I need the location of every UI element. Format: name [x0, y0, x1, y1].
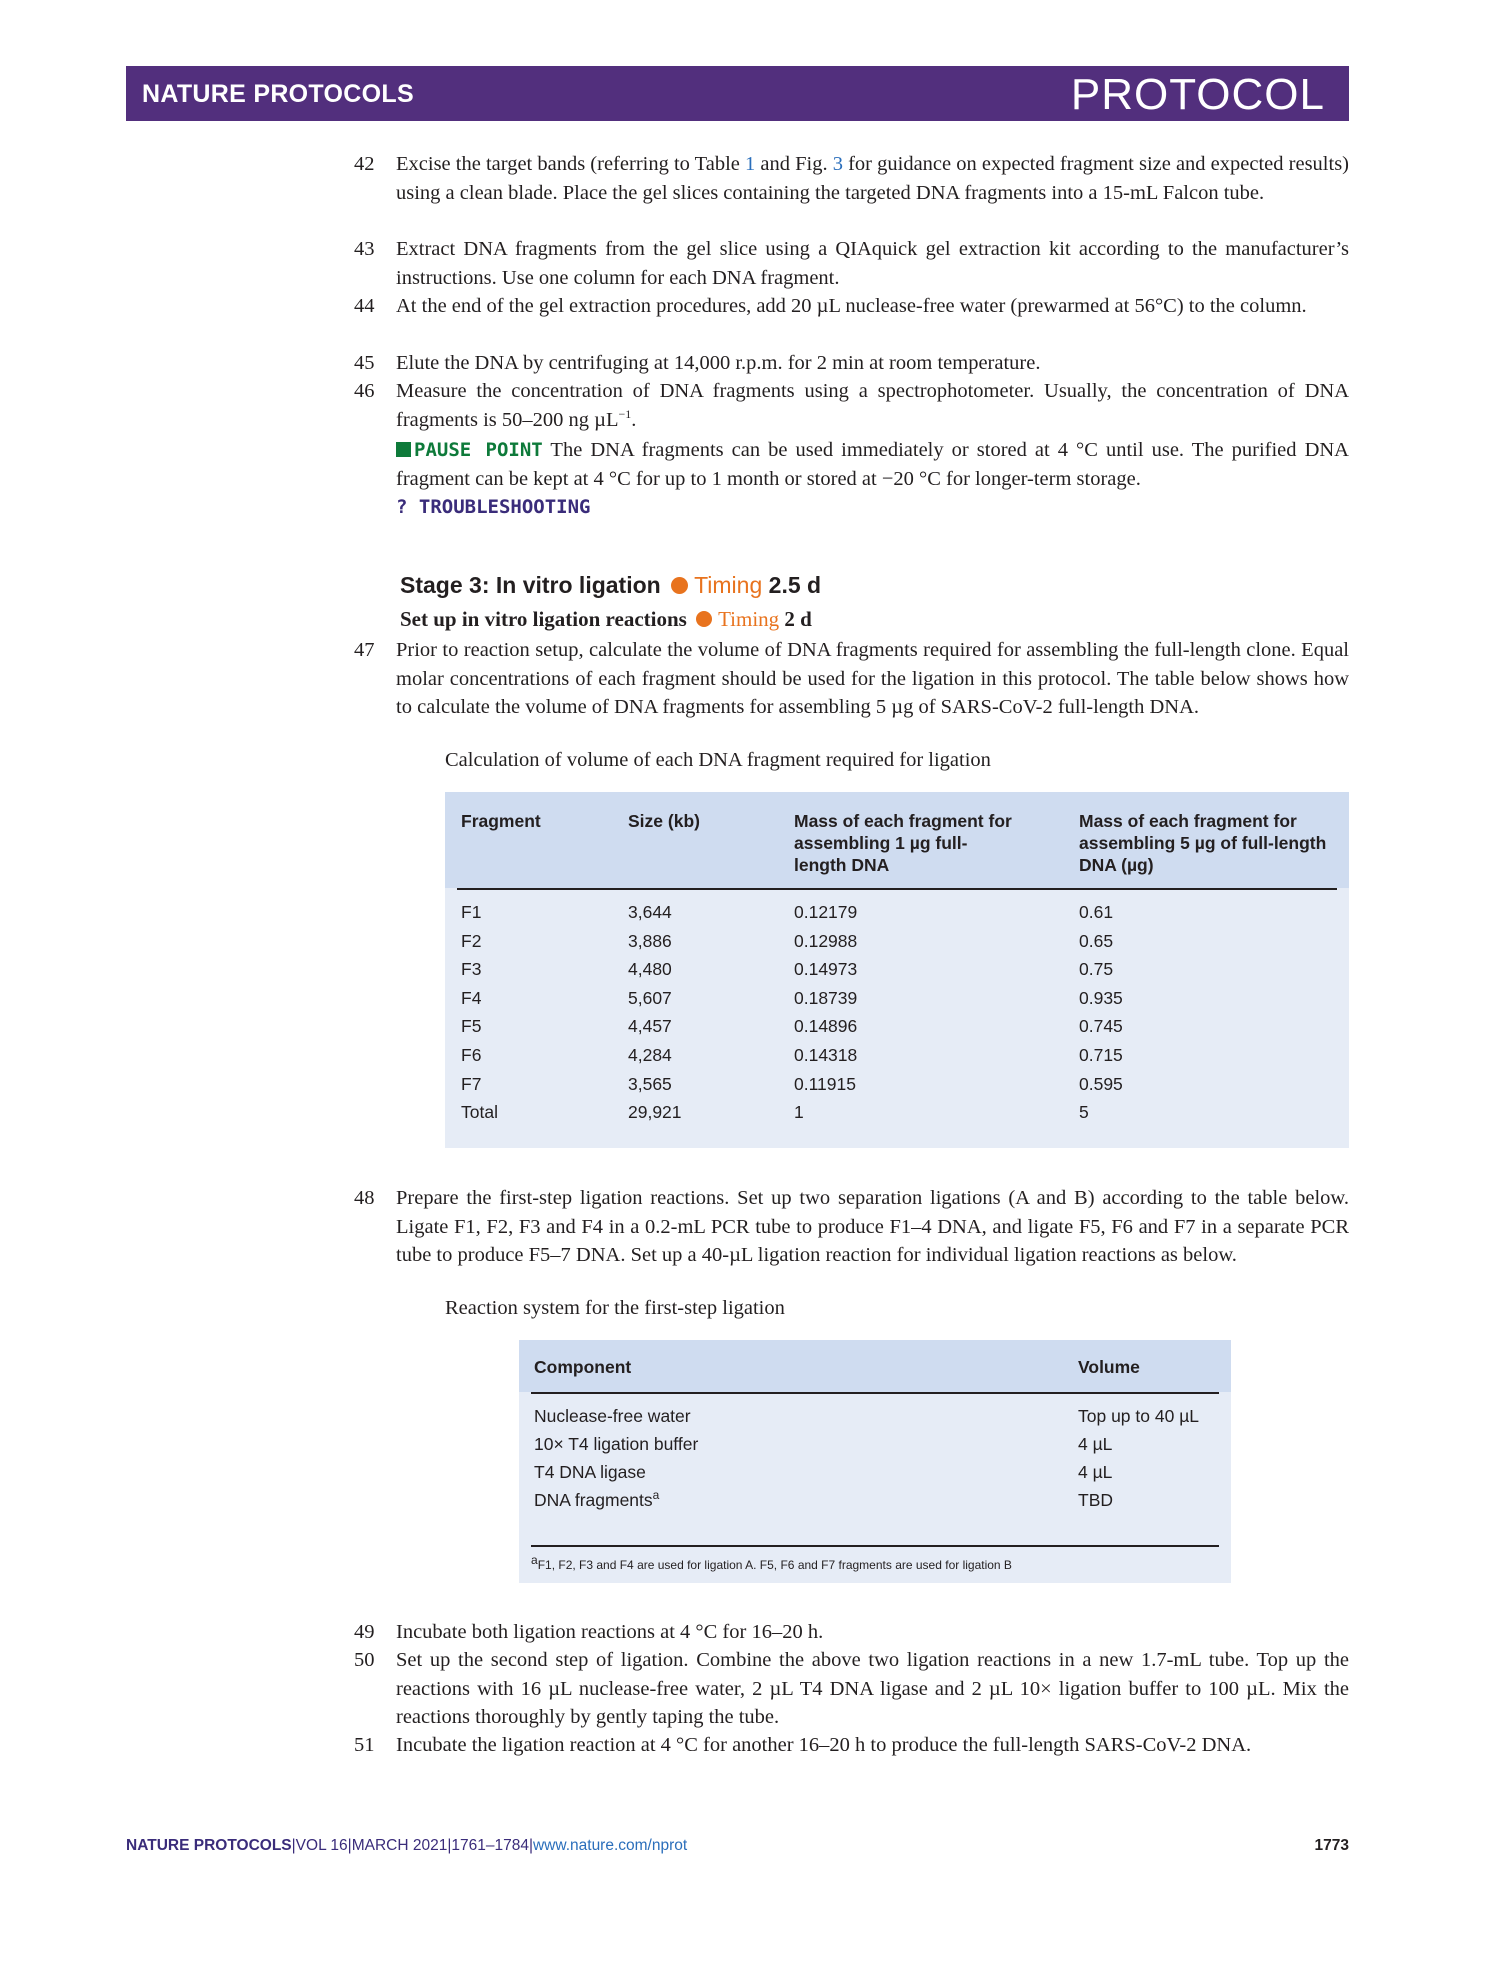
pause-point-text: The DNA fragments can be used immediately or stored at 4 °C until use. The purified DNA fragment can be kept at 4 °C for up to 1 month or stored at −20 °C for longer-term storage.	[396, 439, 1349, 490]
step-text: Elute the DNA by centrifuging at 14,000 r.p.m. for 2 min at room temperature.	[396, 352, 1041, 374]
table-cell: 0.12988	[794, 930, 858, 951]
table-cell: 1	[794, 1102, 804, 1123]
table-cell: 29,921	[628, 1102, 682, 1123]
column-header: Component	[534, 1357, 632, 1377]
header-rule	[531, 1392, 1219, 1394]
table-cell: TBD	[1078, 1490, 1113, 1510]
timing-value: 2.5 d	[768, 572, 822, 598]
step-text: Set up the second step of ligation. Combine the above two ligation reactions in a new 1.7-mL tube. Top up the reactions with 16 µL nuclease-free water, 2 µL T4 DNA ligase and 2 µL 10× ligation buffer to 100 µL. Mix the reactions thoroughly by gently taping the tube.	[396, 1649, 1349, 1728]
table-cell: 0.18739	[794, 987, 858, 1008]
step-43	[354, 235, 1349, 292]
figure-3-link[interactable]: 3	[832, 153, 843, 175]
table-cell: 4 µL	[1078, 1462, 1113, 1482]
table-cell: 0.745	[1079, 1016, 1123, 1037]
header-rule	[457, 888, 1337, 890]
table-cell: 5	[1079, 1102, 1089, 1123]
step-number: 43	[354, 238, 375, 260]
step-number: 46	[354, 380, 375, 402]
pause-point-label: PAUSE POINT	[414, 439, 543, 461]
table-1-caption: Calculation of volume of each DNA fragment required for ligation	[445, 749, 991, 771]
column-header: Fragment	[461, 811, 541, 831]
table-cell: 0.14973	[794, 959, 858, 980]
footnote-marker: a	[652, 1488, 660, 1503]
table-cell: 4,284	[628, 1045, 672, 1065]
table-cell: 0.75	[1079, 959, 1114, 980]
step-text: Incubate the ligation reaction at 4 °C for another 16–20 h to produce the full-length SARS-CoV-2 DNA.	[396, 1734, 1252, 1756]
step-text: Extract DNA fragments from the gel slice using a QIAquick gel extraction kit according to the manufacturer’s instructions. Use one column for each DNA fragment.	[396, 238, 1349, 289]
table-footnote: $^a$F1, F2, F3 and F4 are used for ligation A. F5, F6 and F7 fragments are used for ligation B	[531, 1553, 1012, 1572]
journal-name: NATURE PROTOCOLS	[142, 80, 414, 108]
table-cell: 4,457	[628, 1016, 672, 1037]
footer-date: MARCH 2021	[351, 1837, 448, 1854]
stage-title: Stage 3: In vitro ligation	[400, 572, 661, 598]
pause-point	[396, 436, 1349, 493]
step-46	[354, 377, 1349, 522]
step-50	[354, 1646, 1349, 1732]
footer-journal: NATURE PROTOCOLS	[126, 1837, 292, 1854]
step-47	[354, 636, 1349, 722]
table-cell: 5,607	[628, 987, 672, 1008]
table-cell: 4 µL	[1078, 1434, 1113, 1454]
column-header: Mass of each fragment for assembling 1 µg full-length DNA	[794, 811, 1012, 875]
table-cell: Top up to 40 µL	[1078, 1406, 1200, 1426]
fragment-calculation-table	[445, 792, 1349, 1148]
table-cell: 3,644	[628, 902, 672, 922]
table-cell: 0.715	[1079, 1045, 1123, 1065]
footer-pages: 1761–1784	[451, 1837, 529, 1854]
page-footer: NATURE PROTOCOLS|VOL 16|MARCH 2021|1761–1784|www.nature.com/nprot	[126, 1837, 688, 1854]
table-1-link[interactable]: 1	[745, 153, 756, 175]
table-cell: 0.14318	[794, 1045, 858, 1065]
step-number: 51	[354, 1734, 375, 1756]
page-number: 1773	[1314, 1837, 1349, 1854]
step-number: 45	[354, 352, 375, 374]
reaction-system-table	[519, 1340, 1231, 1583]
table-cell: F1	[461, 902, 482, 922]
substage-heading	[400, 607, 812, 632]
table-cell: Total	[461, 1102, 498, 1123]
step-42	[354, 150, 1349, 207]
step-number: 48	[354, 1187, 375, 1209]
table-cell: F3	[461, 959, 482, 980]
table-cell: 3,565	[628, 1073, 672, 1094]
table-cell: Nuclease-free water	[534, 1406, 691, 1426]
table-cell: F6	[461, 1045, 482, 1065]
step-number: 50	[354, 1649, 375, 1671]
step-49	[354, 1618, 1349, 1647]
step-text: Measure the concentration of DNA fragments using a spectrophotometer. Usually, the concentration of DNA fragments is 50–200 ng µL$^{-1}$.	[396, 380, 1349, 431]
table-cell: 0.595	[1079, 1073, 1123, 1094]
stage-heading	[400, 572, 821, 599]
table-cell: 3,886	[628, 930, 672, 951]
table-cell: 0.61	[1079, 902, 1114, 922]
table-cell: DNA fragments$^a$	[534, 1488, 660, 1510]
step-45	[354, 349, 1349, 378]
table-cell: 0.11915	[794, 1073, 856, 1094]
table-cell: 0.12179	[794, 902, 858, 922]
column-header: Volume	[1078, 1357, 1140, 1377]
table-cell: F2	[461, 930, 482, 951]
step-text: Incubate both ligation reactions at 4 °C for 16–20 h.	[396, 1621, 824, 1643]
table-2-caption: Reaction system for the first-step ligation	[445, 1297, 785, 1319]
table-cell: F5	[461, 1016, 482, 1037]
troubleshooting-link[interactable]: ? TROUBLESHOOTING	[396, 496, 591, 518]
step-number: 47	[354, 639, 375, 661]
step-number: 44	[354, 295, 375, 317]
substage-title: Set up in vitro ligation reactions	[400, 607, 687, 631]
step-51	[354, 1731, 1349, 1760]
step-text: Excise the target bands (referring to Table 1 and Fig. 3 for guidance on expected fragment size and expected results) using a clean blade. Place the gel slices containing the targeted DNA fragments into a 15-mL Falcon tube.	[396, 153, 1349, 204]
step-number: 49	[354, 1621, 375, 1643]
column-header: Size (kb)	[628, 811, 700, 831]
table-cell: T4 DNA ligase	[534, 1462, 646, 1482]
column-header: Mass of each fragment for assembling 5 µg of full-length DNA (µg)	[1079, 811, 1327, 875]
step-number: 42	[354, 153, 375, 175]
table-cell: 0.935	[1079, 987, 1123, 1008]
article-type: PROTOCOL	[1070, 70, 1325, 119]
pause-square-icon	[396, 442, 411, 457]
step-text: Prepare the first-step ligation reactions. Set up two separation ligations (A and B) according to the table below. Ligate F1, F2, F3 and F4 in a 0.2-mL PCR tube to produce F1–4 DNA, and ligate F5, F6 and F7 in a separate PCR tube to produce F5–7 DNA. Set up a 40-µL ligation reaction for individual ligation reactions as below.	[396, 1187, 1349, 1266]
table-cell: 0.65	[1079, 930, 1114, 951]
table-cell: 0.14896	[794, 1016, 858, 1037]
step-text: At the end of the gel extraction procedures, add 20 µL nuclease-free water (prewarmed at 56°C) to the column.	[396, 295, 1307, 317]
footer-volume: VOL 16	[295, 1837, 348, 1854]
timing-dot-icon	[671, 577, 688, 594]
table-cell: F7	[461, 1073, 482, 1094]
step-44	[354, 292, 1349, 321]
timing-label: Timing	[694, 572, 763, 598]
journal-header-bar	[126, 66, 1349, 121]
timing-value: 2 d	[784, 607, 812, 631]
step-text: Prior to reaction setup, calculate the volume of DNA fragments required for assembling the full-length clone. Equal molar concentrations of each fragment should be used for the ligation in this protocol. The table below shows how to calculate the volume of DNA fragments for assembling 5 µg of SARS-CoV-2 full-length DNA.	[396, 639, 1349, 718]
table-cell: F4	[461, 987, 482, 1008]
timing-dot-icon	[696, 611, 712, 627]
table-cell: 10× T4 ligation buffer	[534, 1434, 699, 1454]
footer-rule	[531, 1545, 1219, 1547]
timing-label: Timing	[718, 607, 780, 631]
footer-url-link[interactable]: www.nature.com/nprot	[532, 1837, 688, 1854]
table-cell: 4,480	[628, 959, 672, 980]
step-48	[354, 1184, 1349, 1270]
